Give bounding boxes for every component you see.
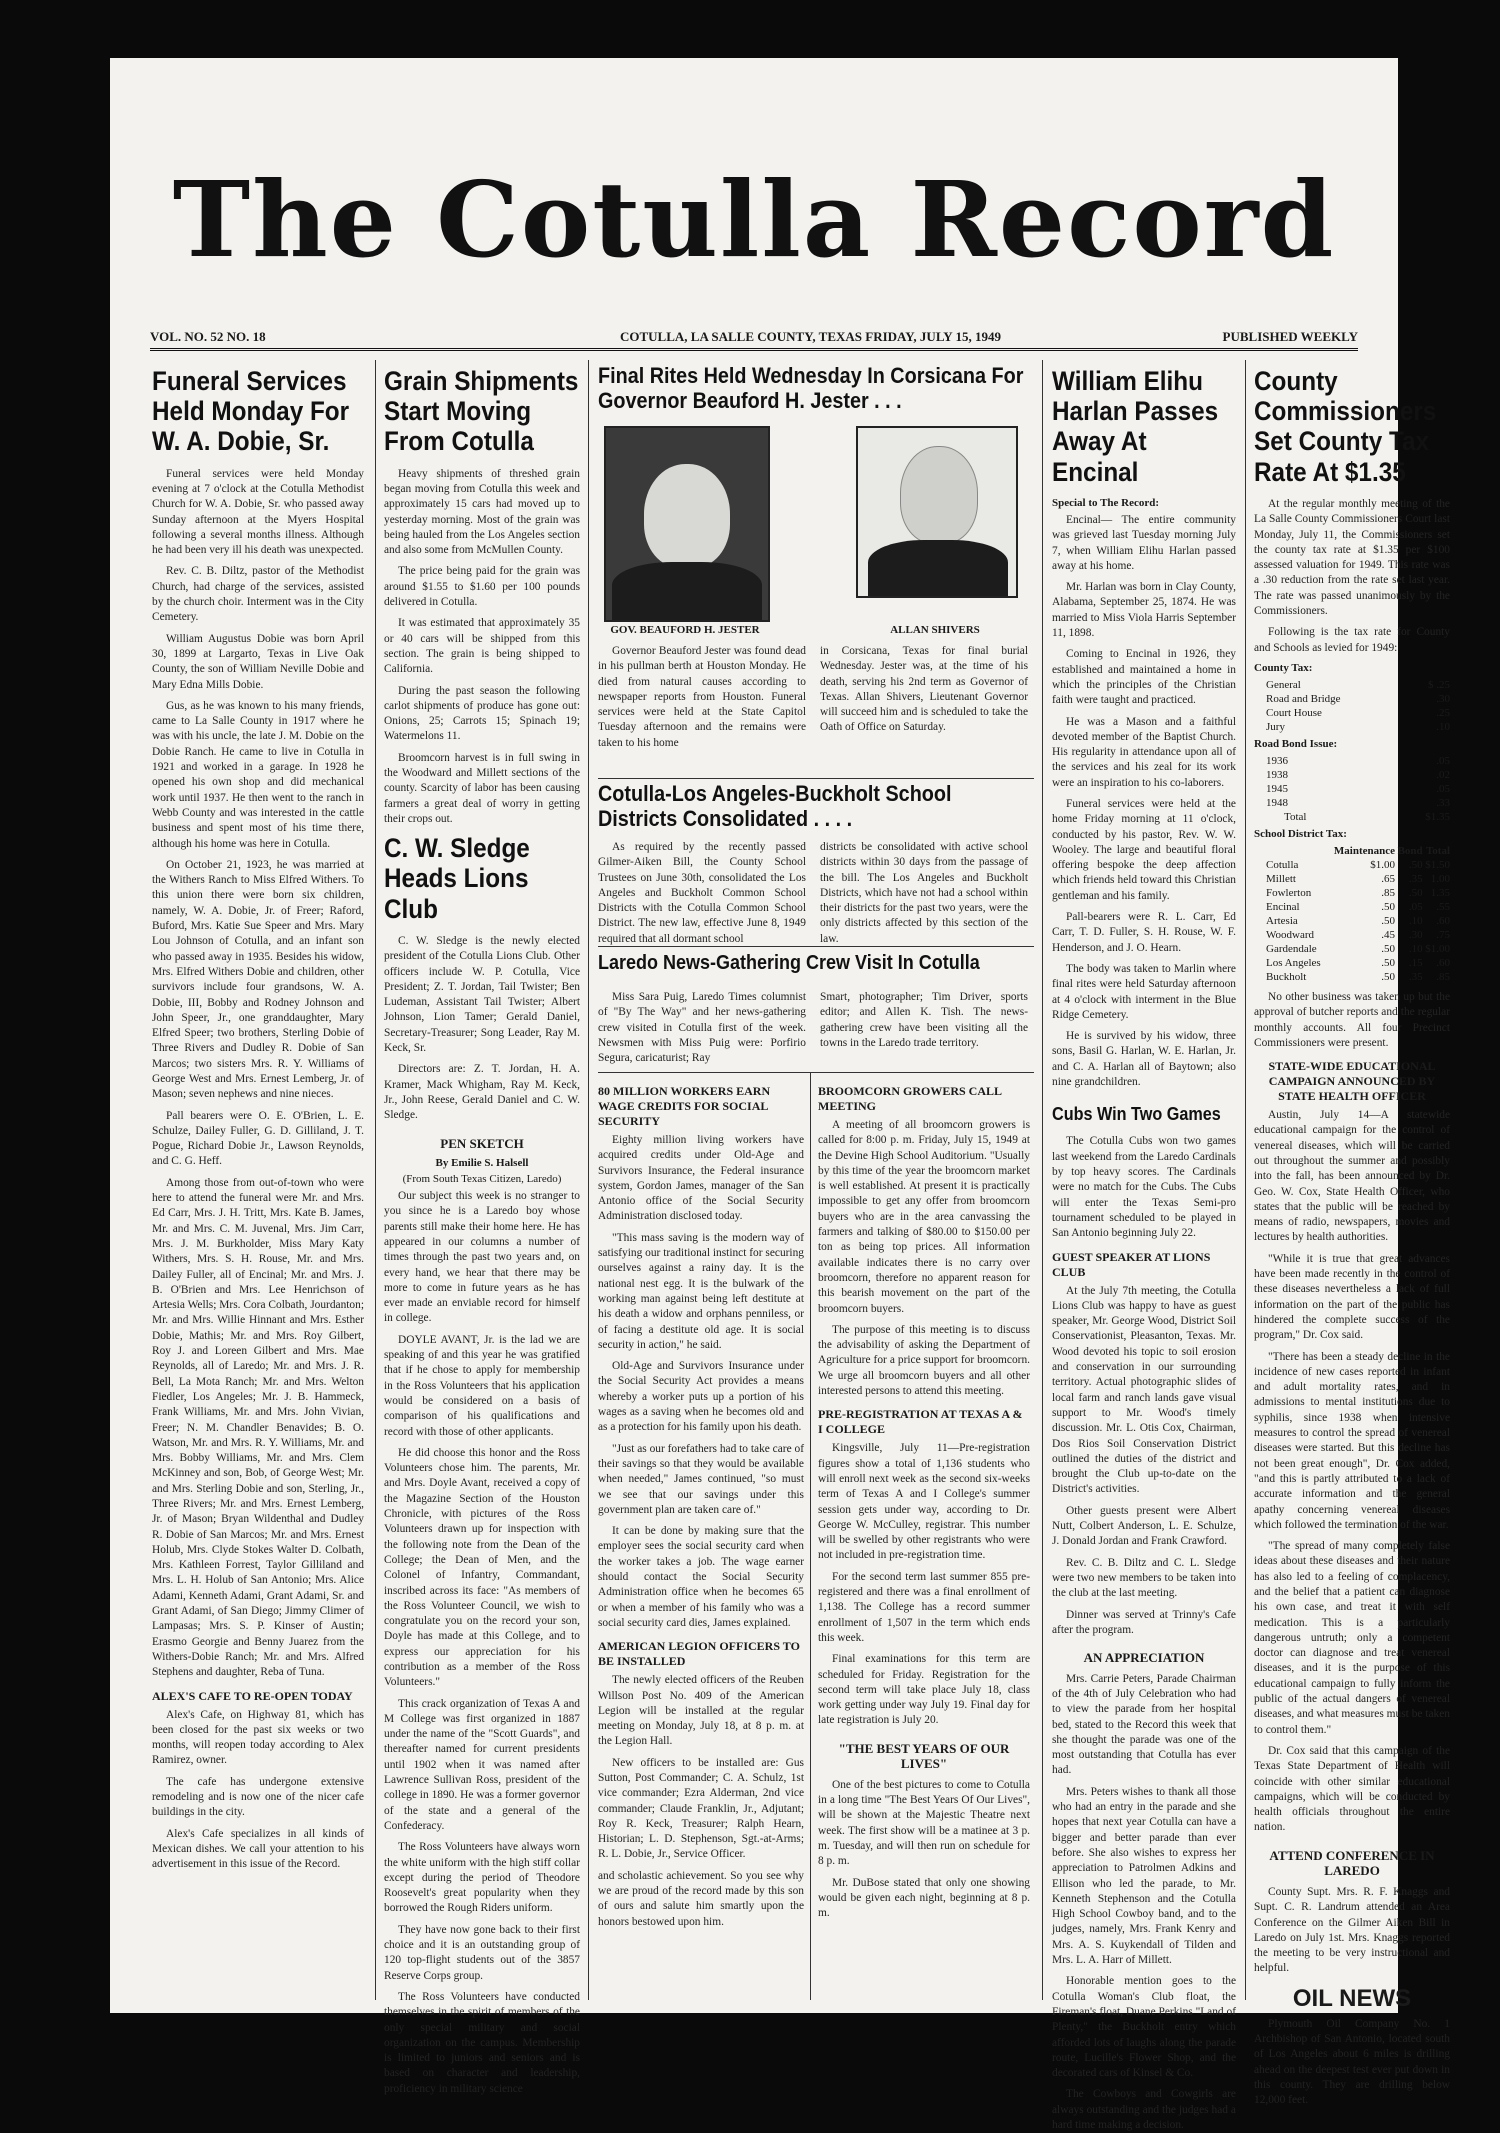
column-harlan bbox=[1052, 360, 1236, 2131]
tax-cell: .10 bbox=[1408, 914, 1423, 927]
headline-appreciation: AN APPRECIATION bbox=[1083, 1650, 1205, 1666]
headline-school-districts: Cotulla-Los Angeles-Buckholt School Districts Consolidated . . . . bbox=[598, 781, 952, 831]
tax-row bbox=[1254, 796, 1450, 810]
column-commissioners bbox=[1254, 360, 1450, 2107]
article-paragraph: Funeral services were held Monday evening at 7 o'clock at the Cotulla Methodist Church for W. A. Dobie, Sr. who passed away Sunday afternoon at the Myers Hospital following a several months illness. Although he had been very ill his death was unexpected. bbox=[152, 467, 364, 557]
article-paragraph: Other guests present were Albert Nutt, Colbert Anderson, L. E. Schulze, J. Donald Jordan and Frank Crawford. bbox=[1052, 1504, 1236, 1548]
tax-cell: .60 bbox=[1436, 914, 1450, 927]
tax-row bbox=[1254, 782, 1450, 796]
tax-row bbox=[1254, 942, 1450, 956]
article-paragraph: Directors are: Z. T. Jordan, H. A. Kramer, Mack Whigham, Ray M. Keck, Jr., John Reese, Gerald Daniel and C. W. Sledge. bbox=[384, 1063, 580, 1122]
tax-cell: Jury bbox=[1266, 720, 1285, 733]
article-paragraph: DOYLE AVANT, Jr. is the lad we are speaking of and this year he was gratified that if he chose to apply for membership in the Ross Volunteers that his application would be considered on a basis of comparison of his qualifications and record with those of other applicants. bbox=[384, 1333, 580, 1438]
tax-cell: $1.50 bbox=[1425, 858, 1450, 871]
county-tax-label: County Tax: bbox=[1254, 661, 1313, 674]
headline-laredo-crew: Laredo News-Gathering Crew Visit In Cotulla bbox=[598, 952, 980, 974]
section-rule bbox=[598, 946, 1034, 947]
article-paragraph: William Augustus Dobie was born April 30, 1899 at Largarto, Texas in Live Oak County, the son of William Neville Dobie and Mary Edna Mills Dobie. bbox=[152, 632, 364, 691]
tax-row bbox=[1254, 692, 1450, 706]
caption-jester: GOV. BEAUFORD H. JESTER bbox=[610, 624, 760, 636]
section-rule bbox=[598, 778, 1034, 779]
article-paragraph: The newly elected officers of the Reuben Willson Post No. 409 of the American Legion will be installed at the regular meeting on Monday, July 18, at 8 p. m. at the Legion Hall. bbox=[598, 1674, 804, 1748]
article-paragraph: One of the best pictures to come to Cotulla in a long time "The Best Years Of Our Lives", will be shown at the Majestic Theatre next week. The first show will be a matinee at 3 p. m. Tuesday, and will then run on schedule for 8 p. m. bbox=[818, 1778, 1030, 1868]
article-paragraph: They have now gone back to their first choice and it is an outstanding group of 120 top-flight students out of the 3857 Reserve Corps group. bbox=[384, 1923, 580, 1982]
column-center bbox=[598, 360, 1034, 2000]
tax-cell: Gardendale bbox=[1266, 942, 1317, 955]
volume-number: VOL. NO. 52 NO. 18 bbox=[150, 329, 266, 344]
headline-broomcorn: BROOMCORN GROWERS CALL MEETING bbox=[818, 1084, 1002, 1113]
tax-cell: .45 bbox=[1381, 928, 1396, 941]
article-paragraph: Encinal— The entire community was grieved last Tuesday morning July 7, when William Elihu Harlan passed away at his home. bbox=[1052, 513, 1236, 572]
headline-oil-news: OIL NEWS bbox=[1292, 1984, 1412, 2012]
tax-cell: .50 bbox=[1381, 956, 1396, 969]
article-paragraph: No other business was taken up but the approval of butcher reports and the regular monthly accounts. All four Precinct Commissioners were present. bbox=[1254, 990, 1450, 1049]
article-paragraph: At the regular monthly meeting of the La Salle County Commissioners Court last Monday, July 11, the Commissioners set the county tax rate at $1.35 per $100 assessed valuation for 1949. This rate was a .30 reduction from the rate set last year. The rate was passed unanimously by the Commissioners. bbox=[1254, 497, 1450, 618]
tax-row bbox=[1254, 768, 1450, 782]
total-label: Total bbox=[1284, 810, 1307, 823]
article-paragraph: Following is the tax rate for County and Schools as levied for 1949: bbox=[1254, 626, 1450, 654]
tax-cell: Buckholt bbox=[1266, 970, 1307, 983]
article-paragraph: Funeral services were held at the home Friday morning at 11 o'clock, conducted by his pastor, Rev. W. W. Wooley. The large and beautiful floral offering bespoke the deep affection which friends held toward this Christian gentleman and his family. bbox=[1052, 797, 1236, 902]
article-paragraph: Eighty million living workers have acquired credits under Old-Age and Survivors Insurance, the Federal insurance system, Gordon James, manager of the San Antonio office of the Social Security Administration disclosed today. bbox=[598, 1134, 804, 1223]
tax-cell: .35 bbox=[1408, 872, 1423, 885]
tax-row bbox=[1254, 914, 1450, 928]
byline: By Emilie S. Halsell bbox=[435, 1157, 529, 1170]
headline-alexs-cafe: ALEX'S CAFE TO RE-OPEN TODAY bbox=[152, 1688, 353, 1703]
tax-cell bbox=[1254, 844, 1328, 858]
article-paragraph: Our subject this week is no stranger to you since he is a Laredo boy whose parents still make their home here. He has appeared in our columns a number of times through the past two years and, on every hand, we hear that there may be more to come in future years as he has ever made an enviable record for himself in college. bbox=[384, 1190, 580, 1325]
total-row bbox=[1254, 810, 1450, 824]
tax-cell: Millett bbox=[1266, 872, 1296, 885]
road-bond-label: Road Bond Issue: bbox=[1254, 737, 1338, 750]
tax-cell: .60 bbox=[1436, 956, 1450, 969]
headline-american-legion: AMERICAN LEGION OFFICERS TO BE INSTALLED bbox=[598, 1639, 800, 1669]
column-rule bbox=[1042, 360, 1043, 2000]
headline-social-security: 80 MILLION WORKERS EARN WAGE CREDITS FOR SOCIAL SECURITY bbox=[598, 1084, 771, 1128]
headline-grain-shipments: Grain Shipments Start Moving From Cotulla bbox=[384, 366, 579, 457]
tax-row bbox=[1254, 928, 1450, 942]
photo-suit bbox=[612, 562, 762, 620]
article-paragraph: During the past season the following carlot shipments of produce has gone out: Onions, 25; Carrots 15; Spinach 19; Watermelons 11. bbox=[384, 684, 580, 743]
tax-row bbox=[1254, 956, 1450, 970]
headline-guest-speaker: GUEST SPEAKER AT LIONS CLUB bbox=[1052, 1249, 1211, 1279]
newspaper-page bbox=[110, 58, 1450, 2131]
column-header: Total bbox=[1425, 844, 1450, 857]
total-value: $1.35 bbox=[1425, 810, 1450, 823]
tax-cell: .50 bbox=[1381, 900, 1396, 913]
column-rule bbox=[810, 1072, 811, 2000]
column-grain-lions bbox=[384, 360, 580, 2095]
tax-row bbox=[1254, 970, 1450, 984]
tax-cell: $1.00 bbox=[1370, 858, 1396, 871]
headline-harlan: William Elihu Harlan Passes Away At Encinal bbox=[1052, 366, 1219, 487]
tax-cell: .02 bbox=[1436, 768, 1450, 781]
article-paragraph: On October 21, 1923, he was married at the Withers Ranch to Miss Elfred Withers. To this union there were born six children, namely, W. A. Dobie, Jr. of Freer; Raford, Buford, Mrs. Katie Sue Speer and Mrs. Mary Lou Johnson of Cotulla, and an infant son who passed away in 1935. Besides his widow, Mrs. Elfred Withers Dobie and children, other survivors include four grandsons, W. A. Dobie, III, Bobby and Rodney Johnson and John Speer, Jr., one granddaughter, Mary Elfred Speer; two brothers, Sterling Dobie of Three Rivers and Dudley R. Dobie of San Marcos; two sisters Mrs. R. Y. Williams of George West and Mrs. Ernest Lemberg, Jr. of Mason; seven nephews and nine nieces. bbox=[152, 858, 364, 1101]
column-header: Bond bbox=[1397, 844, 1423, 857]
article-paragraph: It was estimated that approximately 35 or 40 cars will be shipped from this section. The grain is being shipped to California. bbox=[384, 617, 580, 676]
article-paragraph: Smart, photographer; Tim Driver, sports editor; and Allen K. Tish. The news-gathering crew have been visiting all the towns in the Laredo trade territory. bbox=[820, 991, 1028, 1049]
photo-jester bbox=[604, 426, 770, 622]
tax-cell: .10 bbox=[1436, 720, 1450, 733]
tax-cell: .85 bbox=[1436, 970, 1450, 983]
caption-shivers: ALLAN SHIVERS bbox=[890, 624, 980, 636]
school-tax-label: School District Tax: bbox=[1254, 827, 1347, 840]
headline-best-years: "THE BEST YEARS OF OUR LIVES" bbox=[838, 1740, 1010, 1772]
place-date: COTULLA, LA SALLE COUNTY, TEXAS FRIDAY, JULY 15, 1949 bbox=[620, 329, 1001, 344]
article-paragraph: "This mass saving is the modern way of satisfying our traditional instinct for securing ourselves against a rainy day. It is the national nest egg. It is the bulwark of the working man against being left destitute at his death a widow and orphans penniless, or of facing a destitute old age. It is social security in action," he said. bbox=[598, 1231, 804, 1351]
county-tax-table bbox=[1254, 678, 1450, 734]
article-paragraph: He was a Mason and a faithful devoted member of the Baptist Church. His regularity in attendance upon all of the services and his zeal for its work were an inspiration to his co-laborers. bbox=[1052, 715, 1236, 789]
tax-cell: 1936 bbox=[1266, 754, 1288, 767]
article-paragraph: A meeting of all broomcorn growers is called for 8:00 p. m. Friday, July 15, 1949 at the Devine High School Auditorium. "Usually by this time of the year the broomcorn market is well established. At present it is practically impossible to get any offer from broomcorn buyers who are in the area canvassing the farmers and talking of $80.00 to $150.00 per ton as being top prices. All information available indicates there is no carry over broomcorn, therefore no apparent reason for this bearish movement on the part of the broomcorn buyers. bbox=[818, 1119, 1030, 1315]
photo-face bbox=[900, 446, 978, 544]
article-paragraph: Heavy shipments of threshed grain began moving from Cotulla this week and approximately 15 cars had moved up to yesterday morning. Most of the grain was being hauled from the Los Angeles section and also some from McMullen County. bbox=[384, 467, 580, 557]
article-paragraph: "Just as our forefathers had to take care of their savings so that they would be available when needed," James continued, "so must we see that our savings under this government plan are taken care of." bbox=[598, 1442, 804, 1516]
article-paragraph: Mr. Harlan was born in Clay County, Alabama, September 25, 1874. He was married to Miss Viola Harris September 11, 1898. bbox=[1052, 581, 1236, 640]
article-paragraph: Coming to Encinal in 1926, they established and maintained a home in which the principles of the Christian faith were taught and practiced. bbox=[1052, 648, 1236, 707]
column-rule bbox=[375, 360, 376, 2000]
school-tax-table bbox=[1254, 844, 1450, 984]
tax-cell: .50 bbox=[1408, 886, 1423, 899]
article-paragraph: Austin, July 14—A statewide educational campaign for the control of venereal diseases, which will be carried out throughout the summer and possibly into the fall, has been announced by Dr. Geo. W. Cox, State Health Officer, who states that the public will be reached by means of radio, newspapers, movies and lectures by health authorities. bbox=[1254, 1109, 1450, 1244]
tax-cell: .30 bbox=[1408, 928, 1423, 941]
article-paragraph: County Supt. Mrs. R. F. Knaggs and Supt. C. R. Landrum attended an Area Conference on the Gilmer Aiken Bill in Laredo on July 1st. Mrs. Knaggs reported the meeting to be very instructional and helpful. bbox=[1254, 1885, 1450, 1975]
article-paragraph: Broomcorn harvest is in full swing in the Woodward and Millett sections of the county. Scarcity of labor has been causing farmers a great deal of worry in getting their crops out. bbox=[384, 751, 580, 825]
article-paragraph: "While it is true that great advances have been made recently in the control of these diseases nevertheless a lack of full information on the part of the public has hindered the complete success of the program," Dr. Cox said. bbox=[1254, 1252, 1450, 1342]
tax-row bbox=[1254, 900, 1450, 914]
article-paragraph: He is survived by his widow, three sons, Basil G. Harlan, W. E. Harlan, Jr. and C. A. Harlan all of Baytown; also nine grandchildren. bbox=[1052, 1030, 1236, 1089]
tax-row bbox=[1254, 720, 1450, 734]
article-paragraph: Miss Sara Puig, Laredo Times columnist of "By The Way" and her news-gathering crew visited in Cotulla first of the week. Newsmen with Miss Puig were: Porfirio Segura, caricaturist; Ray bbox=[598, 991, 806, 1065]
article-paragraph: The Ross Volunteers have conducted themselves in the spirit of members of the only special military and social organization on the campus. Membership is limited to juniors and seniors and is based on character and leadership, proficiency in military science bbox=[384, 1990, 580, 2095]
tax-cell: Road and Bridge bbox=[1266, 692, 1341, 705]
article-paragraph: "There has been a steady decline in the incidence of new cases reported in infant and adult mortality rates, and in admissions to mental institutions due to syphilis, since 1938 when intensive measures to control the spread of venereal diseases were started. But this decline has not been great enough", Dr. Cox added, "and this is partly attributed to a lack of accurate information and the general apathy concerning venereal diseases which followed the termination of the war. bbox=[1254, 1350, 1450, 1531]
article-paragraph: The price being paid for the grain was around $1.55 to $1.60 per 100 pounds delivered in Cotulla. bbox=[384, 565, 580, 609]
tax-cell: .55 bbox=[1436, 900, 1450, 913]
article-paragraph: Old-Age and Survivors Insurance under the Social Security Act provides a means whereby a worker puts up a portion of his wages as a saving when he becomes old and as a protection for his family upon his death. bbox=[598, 1360, 804, 1434]
article-paragraph: As required by the recently passed Gilmer-Aiken Bill, the County School Trustees on June 30th, consolidated the Los Angeles and Buckholt Common School Districts with the Cotulla Common School District. The new law, effective June 8, 1949 required that all dormant school bbox=[598, 841, 806, 945]
headline-conference: ATTEND CONFERENCE IN LAREDO bbox=[1269, 1847, 1435, 1879]
publication-frequency: PUBLISHED WEEKLY bbox=[1222, 329, 1358, 344]
tax-cell: 1.35 bbox=[1430, 886, 1450, 899]
tax-cell: .35 bbox=[1408, 970, 1423, 983]
headline-tax-rate: County Commissioners Set County Tax Rate At $1.35 bbox=[1254, 366, 1437, 487]
column-header: Maintenance bbox=[1333, 844, 1396, 857]
tax-cell: .33 bbox=[1436, 796, 1450, 809]
tax-cell: .50 bbox=[1381, 970, 1396, 983]
tax-cell: General bbox=[1266, 678, 1301, 691]
article-paragraph: C. W. Sledge is the newly elected president of the Cotulla Lions Club. Other officers include W. P. Cotulla, Vice President; Z. T. Jordan, Tail Twister; Ben Ludeman, Assistant Tail Twister; Albert Johnson, Lion Tamer; Gerald Daniel, Secretary-Treasurer; Song Leader, Ray M. Keck, Sr. bbox=[384, 934, 580, 1055]
article-paragraph: Governor Beauford Jester was found dead in his pullman berth at Houston Monday. He died from natural causes according to newspaper reports from Houston. Funeral services were held at the State Capitol Tuesday afternoon and the remains were taken to his home bbox=[598, 645, 806, 749]
tax-cell: Fowlerton bbox=[1266, 886, 1312, 899]
article-paragraph: For the second term last summer 855 pre-registered and there was a final enrollment of 1,138. The College has a record summer enrollment of 1,507 in the term which ends this week. bbox=[818, 1570, 1030, 1644]
article-paragraph: He did choose this honor and the Ross Volunteers chose him. The parents, Mr. and Mrs. Doyle Avant, received a copy of the Magazine Section of the Houston Chronicle, with pictures of the Ross Volunteers drawn up for inspection with the following note from the Dean of the College; the Dean of Men, and the Colonel of Infantry, Commandant, inscribed across its face: "As members of the Ross Volunteer Council, we wish to congratulate you on the record your son, Doyle has made at this College, and to express our appreciation for his contribution as a member of the Ross Volunteers." bbox=[384, 1446, 580, 1689]
article-paragraph: The purpose of this meeting is to discuss the advisability of asking the Department of Agriculture for a price support for broomcorn. We urge all broomcorn buyers and all other interested persons to attend this meeting. bbox=[818, 1323, 1030, 1398]
tax-cell: .05 bbox=[1436, 754, 1450, 767]
headline-pen-sketch: PEN SKETCH bbox=[440, 1135, 524, 1151]
tax-cell: .50 bbox=[1381, 942, 1396, 955]
road-bond-table bbox=[1254, 754, 1450, 810]
tax-cell: .05 bbox=[1436, 782, 1450, 795]
article-paragraph: Alex's Cafe specializes in all kinds of Mexican dishes. We call your attention to his advertisement in this issue of the Record. bbox=[152, 1827, 364, 1871]
article-paragraph: This crack organization of Texas A and M College was first organized in 1887 under the name of the "Scott Guards", and thereafter named for current presidents until 1902 when it was named after Lawrence Sullivan Ross, president of the college in 1890. He was a former governor of the state and a general of the Confederacy. bbox=[384, 1697, 580, 1832]
tax-cell: .25 bbox=[1436, 706, 1450, 719]
dateline-bar bbox=[150, 326, 1358, 351]
tax-cell: Artesia bbox=[1266, 914, 1298, 927]
article-paragraph: Alex's Cafe, on Highway 81, which has been closed for the past six weeks or two months, will reopen today according to Alex Ramirez, owner. bbox=[152, 1708, 364, 1767]
article-paragraph: Among those from out-of-town who were here to attend the funeral were Mr. and Mrs. Ed Carr, Mrs. J. H. Tritt, Mrs. Kate B. James, Mr. and Mrs. C. M. Juvenal, Mrs. Jim Carr, Mrs. J. M. Burkholder, Miss Mary Katy Withers, Mrs. S. H. Rouse, Mr. and Mrs. Dailey Fuller, all of Encinal; Mr. and Mrs. J. B. O'Brien and Mrs. Lee Henrichson of Artesia Wells; Mrs. Cora Colbath, Jourdanton; Mr. and Mrs. Willie Hinnant and Mrs. Esther Dobie, Mathis; Mr. and Mrs. Roy Gilbert, Roy J. and Loreen Gilbert and Mrs. Mae Reynolds, all of Laredo; Mr. and Mrs. J. R. Bell, La Mota Ranch; Mr. and Mrs. Welton Fiedler, Los Angeles; Mr. J. B. Hammeck, Frank Williams, Mr. and Mrs. John Vivian, Freer; N. M. Chandler Benavides; B. O. Watson, Mr. and Mrs. R. Y. Williams, Mr. and Mrs. Bobby Williams, Mr. and Mrs. Clem McKinney and son, Bob, of George West; Mr. and Mrs. Sterling Dobie and son, Sterling, Jr., Three Rivers; Mr. and Mrs. Ernest Lemberg, Jr. of Mason; Bryan Wildenthal and Dudley R. Dobie of San Marcos; Mr. and Mrs. Ernest Holub, Mrs. Clyde Stokes Walter D. Colbath, Mrs. Kathleen Forrest, Taylor Gilliland and Mrs. L. H. Holub of San Antonio; Mrs. Alice Adami, Kenneth Adami, Grant Adami, Sr. and Grant Adami, of San Diego; Jimmy Climer of Lampasas; Mrs. S. P. Kinser of Austin; Erasmo Georgie and Benny Juarez from the Withers-Dobie Ranch; Mr. and Mrs. Alfred Stephens and daughter, Reba of Tuna. bbox=[152, 1176, 364, 1679]
masthead-title: The Cotulla Record bbox=[172, 158, 1336, 281]
school-tax-header bbox=[1254, 844, 1450, 858]
headline-cubs: Cubs Win Two Games bbox=[1052, 1104, 1221, 1125]
article-paragraph: It can be done by making sure that the employer sees the social security card when the worker takes a job. The wage earner should contact the Social Security Administration office when he becomes 65 or when a member of his family who was a social security card dies, James explained. bbox=[598, 1525, 804, 1629]
article-paragraph: The cafe has undergone extensive remodeling and is now one of the nicer cafe buildings in the city. bbox=[152, 1775, 364, 1819]
article-paragraph: districts be consolidated with active school districts within 30 days from the passage of the bill. The Los Angeles and Buckholt Districts, which have not had a school within their districts for the past two years, were the only districts affected by this section of the law. bbox=[820, 841, 1028, 945]
article-paragraph: The Cowboys and Cowgirls are always outstanding and the judges had a hard time making a decision. bbox=[1052, 2088, 1236, 2131]
tax-cell: .05 bbox=[1408, 900, 1423, 913]
article-paragraph: Honorable mention goes to the Cotulla Woman's Club float, the Fireman's float, Duane Perkins "Land of Plenty," the Buckholt entry which afforded lots of laughs along the parade route, Lucille's Flower Shop, and the decorated cars of Kinsel & Co. bbox=[1052, 1975, 1236, 2080]
photo-face bbox=[644, 464, 730, 568]
subcolumn-left bbox=[598, 1076, 804, 2000]
source-note: (From South Texas Citizen, Laredo) bbox=[402, 1173, 562, 1186]
tax-cell: .15 bbox=[1408, 956, 1423, 969]
tax-cell: .85 bbox=[1381, 886, 1396, 899]
tax-cell: .50 bbox=[1408, 858, 1423, 871]
headline-jester-rites: Final Rites Held Wednesday In Corsicana For Governor Beauford H. Jester . . . bbox=[598, 363, 1024, 413]
article-paragraph: The Ross Volunteers have always worn the white uniform with the high stiff collar except during the period of Theodore Roosevelt's great popularity when they borrowed the Rough Riders uniform. bbox=[384, 1841, 580, 1915]
tax-cell: 1938 bbox=[1266, 768, 1288, 781]
article-paragraph: Dr. Cox said that this campaign of the Texas State Department of Health will coincide with other similar educational campaigns, which will be conducted by health officials throughout the entire nation. bbox=[1254, 1744, 1450, 1834]
headline-vd-campaign: STATE-WIDE EDUCATIONAL CAMPAIGN ANNOUNCED BY STATE HEALTH OFFICER bbox=[1268, 1059, 1436, 1104]
section-rule bbox=[598, 1072, 1034, 1073]
article-paragraph: The body was taken to Marlin where final rites were held Saturday afternoon at 4 o'clock with interment in the Blue Ridge Cemetery. bbox=[1052, 962, 1236, 1021]
tax-cell: .50 bbox=[1381, 914, 1396, 927]
tax-row bbox=[1254, 872, 1450, 886]
headline-dobie-funeral: Funeral Services Held Monday For W. A. Dobie, Sr. bbox=[152, 366, 350, 457]
tax-cell: Los Angeles bbox=[1266, 956, 1321, 969]
tax-row bbox=[1254, 754, 1450, 768]
column-rule bbox=[588, 360, 589, 2000]
article-paragraph: Final examinations for this term are scheduled for Friday. Registration for the second term will take place July 18, class work getting under way July 19. Final day for late registration is July 20. bbox=[818, 1653, 1030, 1727]
subcolumn-right bbox=[818, 1076, 1030, 2000]
special-note: Special to The Record: bbox=[1052, 496, 1160, 509]
tax-cell: $1.00 bbox=[1425, 942, 1450, 955]
column-funeral-dobie bbox=[152, 360, 364, 2000]
article-paragraph: Mr. DuBose stated that only one showing would be given each night, beginning at 8 p. m. bbox=[818, 1876, 1030, 1920]
tax-cell: 1.00 bbox=[1430, 872, 1450, 885]
article-paragraph: Mrs. Carrie Peters, Parade Chairman of the 4th of July Celebration who had to view the parade from her hospital bed, stated to the Record this week that she thought the parade was one of the most outstanding that Cotulla has ever had. bbox=[1052, 1672, 1236, 1777]
tax-cell: .65 bbox=[1381, 872, 1396, 885]
tax-row bbox=[1254, 858, 1450, 872]
photo-suit bbox=[868, 540, 1008, 596]
tax-cell: $ .25 bbox=[1428, 678, 1450, 691]
column-rule bbox=[1245, 360, 1246, 2000]
article-paragraph: Pall-bearers were R. L. Carr, Ed Carr, T. D. Fuller, S. H. Rouse, W. F. Henderson, and J. O. Hearn. bbox=[1052, 911, 1236, 954]
article-paragraph: Gus, as he was known to his many friends, came to La Salle County in 1917 where he was with his uncle, the late J. M. Dobie on the Dobie Ranch. He came to live in Cotulla in 1921 and worked in a garage. In 1928 he opened his own shop and did mechanical work until 1937. He then went to the ranch in Webb County and was interested in the cattle business and spent most of his time there, although his home was here in Cotulla. bbox=[152, 699, 364, 850]
article-paragraph: and scholastic achievement. So you see why we are proud of the record made by this son of ours and salute him smartly upon the honors bestowed upon him. bbox=[598, 1869, 804, 1928]
article-paragraph: At the July 7th meeting, the Cotulla Lions Club was happy to have as guest speaker, Mr. George Wood, District Soil Conservationist, Pleasanton, Texas. Mr. Wood devoted his topic to soil erosion and conservation in our surrounding territory. Actual photographic slides of local farm and ranch lands gave visual support to Mr. Wood's timely discussion. Mr. L. Otis Cox, Chairman, Dos Rios Soil Conservation District outlined the duties of the district and brought the Club up-to-date on the District's activities. bbox=[1052, 1284, 1236, 1496]
article-paragraph: Rev. C. B. Diltz, pastor of the Methodist Church, had charge of the services, assisted by the church choir. Interment was in the City Cemetery. bbox=[152, 565, 364, 624]
tax-row bbox=[1254, 706, 1450, 720]
headline-lions-club: C. W. Sledge Heads Lions Club bbox=[384, 833, 530, 924]
tax-cell: Encinal bbox=[1266, 900, 1300, 913]
article-paragraph: Pall bearers were O. E. O'Brien, L. E. Schulze, Dailey Fuller, G. D. Gilliland, J. T. Pogue, Richard Dobie Jr., Lawson Reynolds, and C. G. Heff. bbox=[152, 1109, 364, 1168]
article-paragraph: in Corsicana, Texas for final burial Wednesday. Jester was, at the time of his death, serving his 2nd term as Governor of Texas. Allan Shivers, Lieutenant Governor will succeed him and is scheduled to take the Oath of Office on Saturday. bbox=[820, 645, 1028, 734]
tax-cell: Woodward bbox=[1266, 928, 1314, 941]
headline-pre-registration: PRE-REGISTRATION AT TEXAS A & I COLLEGE bbox=[818, 1407, 1023, 1437]
tax-row bbox=[1254, 678, 1450, 692]
tax-row bbox=[1254, 886, 1450, 900]
article-paragraph: Rev. C. B. Diltz and C. L. Sledge were two new members to be taken into the club at the last meeting. bbox=[1052, 1556, 1236, 1600]
article-paragraph: Plymouth Oil Company No. 1 Archbishop of San Antonio, located south of Los Angeles about 6 miles is drilling ahead on the deepest test ever put down in this county. They are drilling below 12,000 feet. bbox=[1254, 2017, 1450, 2107]
article-paragraph: "The spread of many completely false ideas about these diseases and their nature has also led to a feeling of complacency, and the belief that a patient can diagnose his own case, and treat it with self medication. This is a particularly dangerous untruth; only a competent doctor can diagnose and treat venereal diseases, and it is the purpose of this educational campaign to fully inform the public of the actual dangers of venereal diseases, and what measures must be taken to control them." bbox=[1254, 1540, 1450, 1736]
tax-cell: 1948 bbox=[1266, 796, 1288, 809]
article-paragraph: New officers to be installed are: Gus Sutton, Post Commander; C. A. Schulz, 1st vice commander; Ezra Alderman, 2nd vice commander; Claude Franklin, Jr., Adjutant; Roy R. Keck, Treasurer; Ralph Hearn, Historian; L. D. Stephenson, Sgt.-at-Arms; R. L. Dobie, Jr., Service Officer. bbox=[598, 1756, 804, 1861]
tax-cell: 1945 bbox=[1266, 782, 1288, 795]
photo-shivers bbox=[856, 426, 1018, 598]
article-paragraph: Kingsville, July 11—Pre-registration figures show a total of 1,136 students who will enroll next week as the second six-weeks term of Texas A and I College's summer session gets under way, according to Dr. George W. McCulley, registrar. This number will be swelled by other registrants who were not included in pre-registration time. bbox=[818, 1442, 1030, 1562]
tax-cell: Cotulla bbox=[1266, 858, 1299, 871]
tax-cell: .75 bbox=[1436, 928, 1450, 941]
article-paragraph: The Cotulla Cubs won two games last weekend from the Laredo Cardinals by top heavy scores. The Cardinals were no match for the Cubs. The Cubs will enter the Texas Semi-pro tournament scheduled to be played in San Antonio beginning July 22. bbox=[1052, 1135, 1236, 1240]
tax-cell: .10 bbox=[1408, 942, 1423, 955]
article-paragraph: Mrs. Peters wishes to thank all those who had an entry in the parade and she hopes that next year Cotulla can have a bigger and better parade than ever before. She also wishes to express her appreciation to Patrolmen Adkins and Ellison who led the parade, to Mr. Kenneth Stephenson and the Cotulla High School Cowboy band, and to the judges, namely, Mrs. Frank Kenry and Mrs. A. S. Kuykendall of Tilden and Mrs. L. A. Harr of Millett. bbox=[1052, 1785, 1236, 1967]
tax-cell: .30 bbox=[1436, 692, 1450, 705]
article-paragraph: Dinner was served at Trinny's Cafe after the program. bbox=[1052, 1608, 1236, 1636]
tax-cell: Court House bbox=[1266, 706, 1322, 719]
